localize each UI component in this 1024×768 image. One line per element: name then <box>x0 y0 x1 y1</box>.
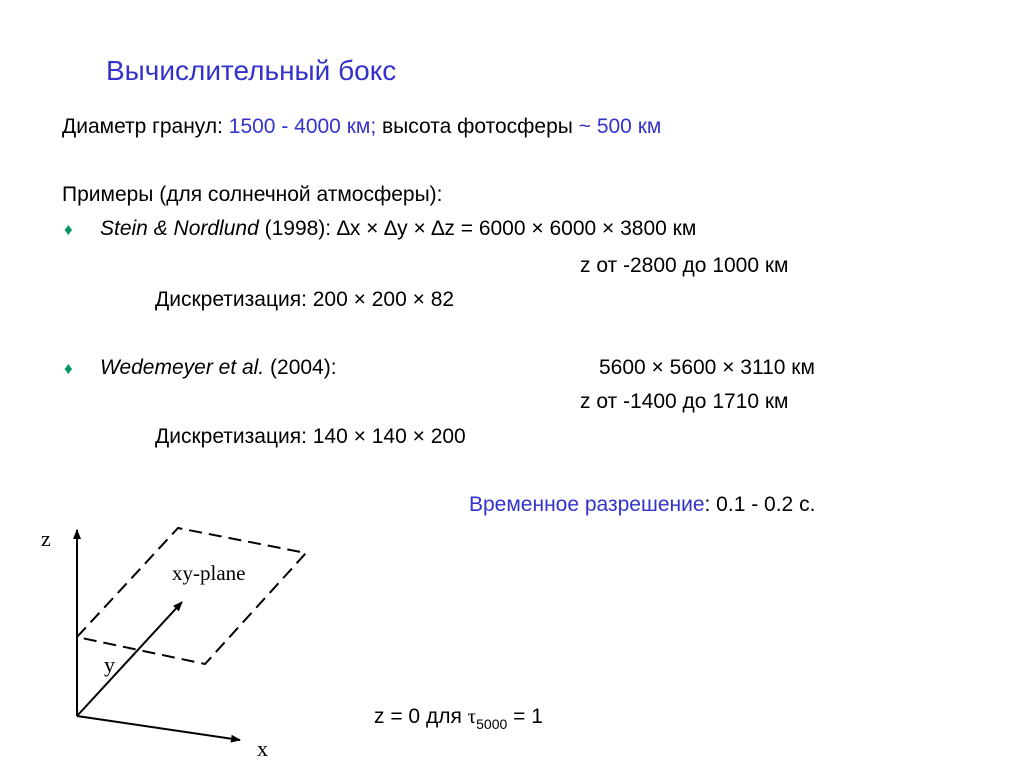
stein-z-range: z от -2800 до 1000 км <box>580 254 789 277</box>
page-title: Вычислительный бокс <box>106 55 397 86</box>
time-resolution-value: : 0.1 - 0.2 с. <box>704 493 816 516</box>
x-axis <box>77 716 240 740</box>
xy-plane <box>77 528 306 664</box>
examples-heading: Примеры (для солнечной атмосферы): <box>62 183 443 206</box>
y-axis-label: y <box>104 652 115 677</box>
wedemeyer-discretization: Дискретизация: 140 × 140 × 200 <box>155 425 466 448</box>
z-axis-label: z <box>41 526 51 551</box>
wedemeyer-box: 5600 × 5600 × 3110 км <box>599 356 815 379</box>
stein-authors: Stein & Nordlund <box>100 217 259 240</box>
stein-year: (1998): <box>258 217 337 240</box>
bullet-icon: ♦ <box>64 359 73 378</box>
bullet-icon: ♦ <box>64 220 73 239</box>
photosphere-label: высота фотосферы <box>376 115 579 138</box>
wedemeyer-z-range: z от -1400 до 1710 км <box>580 390 789 413</box>
z-zero-condition <box>374 703 543 731</box>
stein-box: ∆x × ∆y × ∆z = 6000 × 6000 × 3800 км <box>336 217 697 240</box>
granule-range: 1500 - 4000 км; <box>228 115 377 138</box>
z-condition-prefix: z = 0 для <box>374 705 468 728</box>
photosphere-height: ~ 500 км <box>578 115 662 138</box>
xy-plane-label: xy-plane <box>172 561 246 585</box>
wedemeyer-year: (2004): <box>264 356 337 379</box>
time-resolution-label: Временное разрешение <box>469 493 705 516</box>
wedemeyer-authors: Wedemeyer et al. <box>100 356 265 379</box>
z-condition-suffix: = 1 <box>507 705 543 728</box>
tau-symbol: τ <box>467 704 477 728</box>
tau-subscript: 5000 <box>476 716 508 732</box>
stein-discretization: Дискретизация: 200 × 200 × 82 <box>155 288 455 311</box>
x-axis-label: x <box>257 736 268 761</box>
granule-label: Диаметр гранул: <box>62 115 229 138</box>
